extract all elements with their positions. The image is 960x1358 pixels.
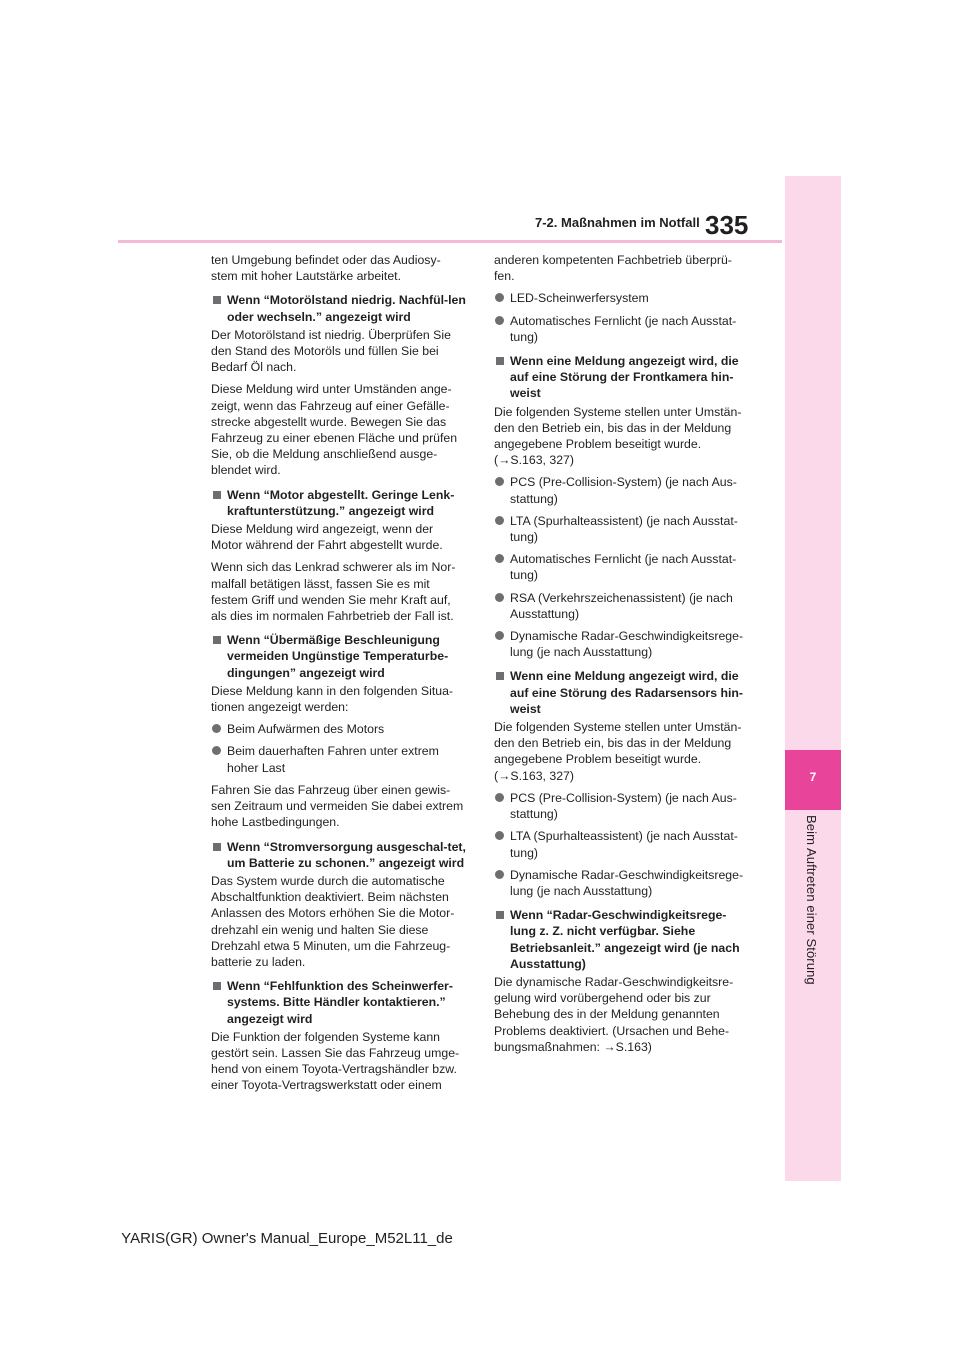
bullet-item [494,790,750,822]
bullet-dot-icon [495,293,504,302]
chapter-title: Beim Auftreten einer Störung [804,815,819,985]
section-heading: Wenn “Übermäßige Beschleunigung vermeiden Ungünstige Temperaturbe-dingungen” angezeigt wird [211,632,467,681]
right-column [494,252,750,1061]
bullet-dot-icon [495,870,504,879]
chapter-number: 7 [809,770,817,784]
paragraph: Die dynamische Radar-Geschwindigkeitsre-gelung wird vorübergehend oder bis zur Behebung des in der Meldung genannten Problems deaktiviert. (Ursachen und Behe-bungsmaßnahmen: →S.163) [494,974,734,1054]
bullet-item [494,828,750,860]
section-heading: Wenn “Motor abgestellt. Geringe Lenk-kraftunterstützung.” angezeigt wird [211,487,467,519]
bullet-text: LED-Scheinwerfersystem [510,291,649,306]
bullet-text: RSA (Verkehrszeichenassistent) (je nach Ausstattung) [510,590,733,621]
paragraph: Diese Meldung kann in den folgenden Situa-tionen angezeigt werden: [211,683,454,715]
paragraph: anderen kompetenten Fachbetrieb überprü-fen. [494,253,732,284]
paragraph: Diese Meldung wird unter Umständen ange-zeigt, wenn das Fahrzeug auf einer Gefälle-strecke abgestellt wurde. Bewegen Sie das Fahrzeug zu einer ebenen Fläche und prüfen Sie, ob die Meldung anschließend ausge-blendet wird. [211,382,458,478]
section-heading: Wenn “Fehlfunktion des Scheinwerfer-systems. Bitte Händler kontaktieren.” angezeigt wird [211,978,467,1027]
footer-text: YARIS(GR) Owner's Manual_Europe_M52L11_de [121,1230,453,1247]
section-title: 7-2. Maßnahmen im Notfall [535,215,700,230]
bullet-dot-icon [212,724,221,733]
header-divider [118,240,782,243]
bullet-dot-icon [495,516,504,525]
bullet-text: Dynamische Radar-Geschwindigkeitsrege-lung (je nach Ausstattung) [510,629,744,660]
bullet-dot-icon [495,554,504,563]
bullet-text: PCS (Pre-Collision-System) (je nach Aus-stattung) [510,475,737,506]
section-heading: Wenn “Radar-Geschwindigkeitsrege-lung z. Z. nicht verfügbar. Siehe Betriebsanleit.” angezeigt wird (je nach Ausstattung) [494,907,750,972]
bullet-text: Beim Aufwärmen des Motors [227,722,385,737]
paragraph: Fahren Sie das Fahrzeug über einen gewis-sen Zeitraum und vermeiden Sie dabei extrem hohe Lastbedingungen. [211,782,464,830]
bullet-item [211,721,467,737]
paragraph: Die folgenden Systeme stellen unter Umstän-den den Betrieb ein, bis das in der Meldung angegebene Problem beseitigt wurde. (→S.163, 327) [494,720,742,783]
bullet-text: Automatisches Fernlicht (je nach Ausstat-tung) [510,552,737,583]
bullet-dot-icon [495,477,504,486]
bullet-item [494,551,750,583]
bullet-item [494,290,750,306]
bullet-text: Beim dauerhaften Fahren unter extrem hoher Last [227,744,439,775]
bullet-dot-icon [495,793,504,802]
bullet-text: LTA (Spurhalteassistent) (je nach Ausstat-tung) [510,513,738,545]
bullet-text: Automatisches Fernlicht (je nach Ausstat-tung) [510,313,737,344]
left-column [211,252,467,1100]
bullet-text: Dynamische Radar-Geschwindigkeitsrege-lung (je nach Ausstattung) [510,867,744,898]
bullet-item [494,590,750,622]
paragraph: Diese Meldung wird angezeigt, wenn der Motor während der Fahrt abgestellt wurde. [211,522,443,553]
paragraph: Die Funktion der folgenden Systeme kann gestört sein. Lassen Sie das Fahrzeug umge-hend von einem Toyota-Vertragshändler bzw. einer Toyota-Vertragswerkstatt oder einem [211,1029,460,1093]
page-footer [0,1230,960,1247]
bullet-item [494,628,750,660]
section-heading: Wenn eine Meldung angezeigt wird, die auf eine Störung der Frontkamera hin-weist [494,353,750,402]
bullet-dot-icon [495,631,504,640]
section-heading: Wenn “Stromversorgung ausgeschal-tet, um Batterie zu schonen.” angezeigt wird [211,839,467,871]
bullet-dot-icon [495,316,504,325]
paragraph: ten Umgebung befindet oder das Audiosy-stem mit hoher Lautstärke arbeitet. [211,253,441,284]
paragraph: Der Motorölstand ist niedrig. Überprüfen Sie den Stand des Motoröls und füllen Sie bei Bedarf Öl nach. [211,327,451,375]
bullet-text: LTA (Spurhalteassistent) (je nach Ausstat-tung) [510,829,738,860]
bullet-item [494,513,750,545]
bullet-dot-icon [495,831,504,840]
bullet-text: PCS (Pre-Collision-System) (je nach Aus-stattung) [510,790,737,822]
bullet-dot-icon [495,593,504,602]
page-number: 335 [705,210,749,240]
section-heading: Wenn “Motorölstand niedrig. Nachfül-len oder wechseln.” angezeigt wird [211,292,467,324]
section-heading: Wenn eine Meldung angezeigt wird, die auf eine Störung des Radarsensors hin-weist [494,668,750,717]
bullet-item [494,867,750,899]
bullet-item [211,743,467,775]
chapter-side-tab [785,176,841,1181]
chapter-number-tab[interactable] [785,750,841,810]
bullet-item [494,313,750,345]
paragraph: Das System wurde durch die automatische Abschaltfunktion deaktiviert. Beim nächsten Anlassen des Motors erhöhen Sie die Motor-drehzahl ein wenig und halten Sie diese Drehzahl etwa 5 Minuten, um die Fahrzeug-batterie zu laden. [211,873,455,969]
bullet-dot-icon [212,746,221,755]
bullet-item [494,474,750,506]
paragraph: Wenn sich das Lenkrad schwerer als im Nor-malfall betätigen lässt, fassen Sie es mit festem Griff und wenden Sie mehr Kraft auf, als dies im normalen Fahrbetrieb der Fall ist. [211,560,456,624]
paragraph: Die folgenden Systeme stellen unter Umstän-den den Betrieb ein, bis das in der Meldung angegebene Problem beseitigt wurde. (→S.163, 327) [494,404,742,468]
